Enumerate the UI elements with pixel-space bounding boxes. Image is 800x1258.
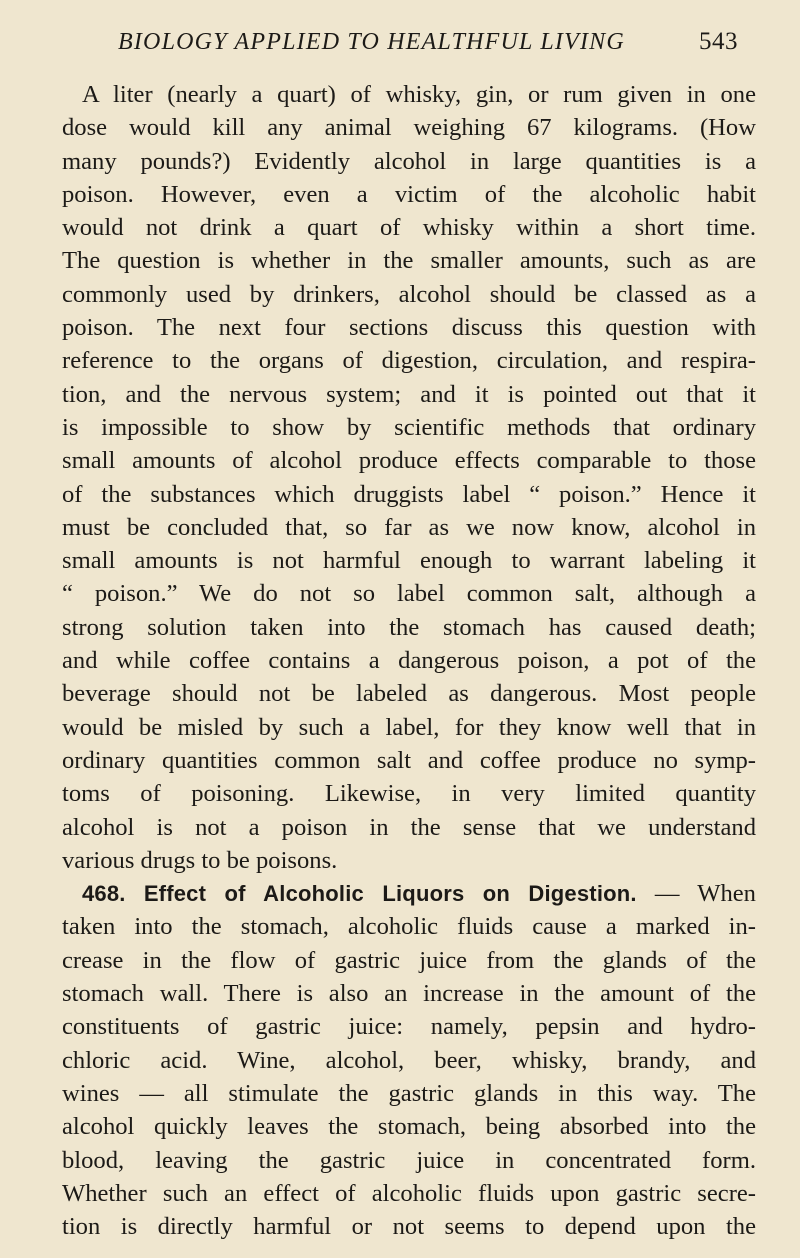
text-line: various drugs to be poisons. xyxy=(62,846,338,874)
section-lead-text: — When xyxy=(636,880,756,908)
page-number: 543 xyxy=(699,28,738,55)
text-line: of the substances which druggists label “ poison.” Hence it xyxy=(62,480,756,508)
text-line: The question is whether in the smaller amounts, such as are xyxy=(62,247,756,275)
body-text xyxy=(62,78,756,1243)
text-line: reference to the organs of digestion, circulation, and respira- xyxy=(62,347,756,375)
text-line: small amounts is not harmful enough to warrant labeling it xyxy=(62,547,756,575)
text-line: A liter (nearly a quart) of whisky, gin, or rum given in one xyxy=(82,81,756,108)
text-line: small amounts of alcohol produce effects comparable to those xyxy=(62,447,756,475)
text-line: strong solution taken into the stomach has caused death; xyxy=(62,613,756,641)
text-line: commonly used by drinkers, alcohol should be classed as a xyxy=(62,280,756,308)
text-line: blood, leaving the gastric juice in concentrated form. xyxy=(62,1146,756,1174)
text-line: is impossible to show by scientific methods that ordinary xyxy=(62,413,756,441)
text-line: many pounds?) Evidently alcohol in large quantities is a xyxy=(62,147,756,175)
text-line: dose would kill any animal weighing 67 kilograms. (How xyxy=(62,114,756,142)
text-line: stomach wall. There is also an increase in the amount of the xyxy=(62,980,756,1008)
running-head xyxy=(118,28,738,60)
text-line: alcohol is not a poison in the sense that we understand xyxy=(62,813,756,841)
text-line: poison. The next four sections discuss this question with xyxy=(62,314,756,342)
text-line: wines — all stimulate the gastric glands in this way. The xyxy=(62,1079,756,1107)
text-line: taken into the stomach, alcoholic fluids cause a marked in- xyxy=(62,913,756,941)
text-line: crease in the flow of gastric juice from the glands of the xyxy=(62,946,756,974)
text-line: constituents of gastric juice: namely, pepsin and hydro- xyxy=(62,1013,756,1041)
text-line: beverage should not be labeled as dangerous. Most people xyxy=(62,680,756,708)
text-line: tion is directly harmful or not seems to depend upon the xyxy=(62,1213,756,1241)
text-line: would be misled by such a label, for they know well that in xyxy=(62,713,756,741)
section-first-line xyxy=(62,877,756,910)
text-line: alcohol quickly leaves the stomach, being absorbed into the xyxy=(62,1113,756,1141)
text-line: toms of poisoning. Likewise, in very limited quantity xyxy=(62,780,756,808)
text-line: must be concluded that, so far as we now know, alcohol in xyxy=(62,513,756,541)
running-title: BIOLOGY APPLIED TO HEALTHFUL LIVING xyxy=(118,29,625,55)
text-line: tion, and the nervous system; and it is pointed out that it xyxy=(62,380,756,408)
section-number: 468. xyxy=(82,881,126,907)
text-line: Whether such an effect of alcoholic fluids upon gastric secre- xyxy=(62,1179,756,1207)
text-line: poison. However, even a victim of the alcoholic habit xyxy=(62,180,756,208)
section-heading: Effect of Alcoholic Liquors on Digestion. xyxy=(143,881,637,907)
text-line: would not drink a quart of whisky within a short time. xyxy=(62,214,756,242)
text-line: ordinary quantities common salt and coffee produce no symp- xyxy=(62,746,756,774)
text-line: and while coffee contains a dangerous poison, a pot of the xyxy=(62,647,756,675)
text-line: chloric acid. Wine, alcohol, beer, whisky, brandy, and xyxy=(62,1046,756,1074)
text-line: “ poison.” We do not so label common salt, although a xyxy=(62,580,756,608)
